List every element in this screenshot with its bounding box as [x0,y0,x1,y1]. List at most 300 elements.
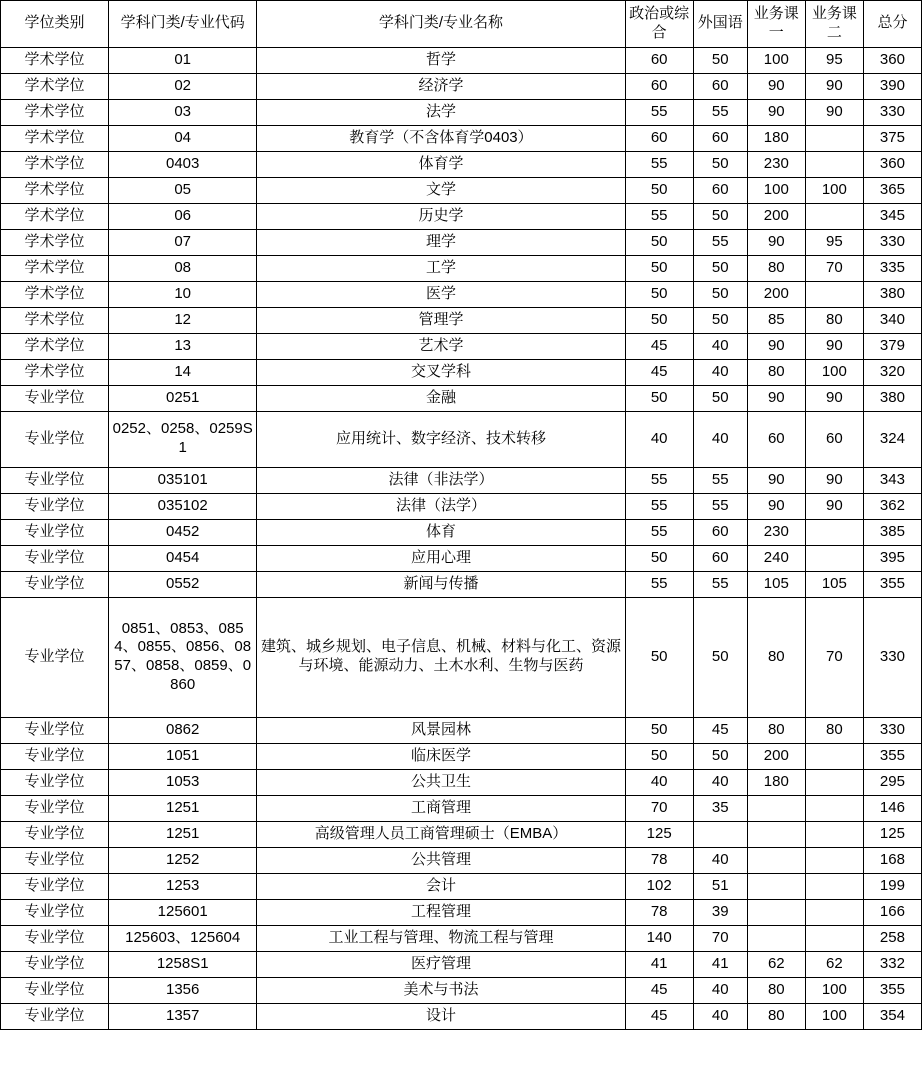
table-row [1,873,922,899]
cell-major-course-two: 80 [805,717,863,743]
table-row [1,385,922,411]
cell-discipline-code: 1252 [109,847,257,873]
cell-major-course-two [805,821,863,847]
cell-discipline-name: 设计 [257,1003,625,1029]
cell-major-course-one: 80 [747,255,805,281]
cell-total-score: 146 [863,795,921,821]
cell-politics: 140 [625,925,693,951]
cell-discipline-code: 1053 [109,769,257,795]
cell-major-course-one: 60 [747,411,805,467]
cell-degree-type: 学术学位 [1,177,109,203]
cell-foreign-language: 45 [693,717,747,743]
cell-total-score: 362 [863,493,921,519]
cell-major-course-one [747,821,805,847]
cell-discipline-code: 05 [109,177,257,203]
cell-major-course-one: 90 [747,467,805,493]
column-header-discipline-name: 学科门类/专业名称 [257,1,625,48]
cell-discipline-name: 艺术学 [257,333,625,359]
table-row [1,493,922,519]
cell-major-course-one: 90 [747,493,805,519]
cell-politics: 50 [625,545,693,571]
table-row [1,151,922,177]
cell-politics: 45 [625,977,693,1003]
cell-politics: 50 [625,255,693,281]
cell-discipline-code: 0252、0258、0259S1 [109,411,257,467]
cell-major-course-one: 180 [747,769,805,795]
cell-politics: 55 [625,519,693,545]
cell-discipline-name: 工商管理 [257,795,625,821]
table-body [1,47,922,1029]
cell-politics: 70 [625,795,693,821]
cell-politics: 55 [625,203,693,229]
cell-degree-type: 专业学位 [1,925,109,951]
table-row [1,769,922,795]
cell-foreign-language: 40 [693,411,747,467]
cell-degree-type: 专业学位 [1,597,109,717]
cell-politics: 50 [625,229,693,255]
cell-foreign-language: 50 [693,47,747,73]
cell-major-course-two [805,519,863,545]
cell-total-score: 345 [863,203,921,229]
cell-major-course-one [747,873,805,899]
table-row [1,951,922,977]
cell-degree-type: 专业学位 [1,769,109,795]
cell-politics: 45 [625,359,693,385]
cell-politics: 102 [625,873,693,899]
cell-degree-type: 专业学位 [1,873,109,899]
cell-total-score: 295 [863,769,921,795]
cell-major-course-two: 100 [805,977,863,1003]
cell-foreign-language: 60 [693,177,747,203]
cell-major-course-two [805,743,863,769]
cell-foreign-language: 60 [693,545,747,571]
cell-major-course-two [805,545,863,571]
cell-major-course-one: 80 [747,717,805,743]
cell-major-course-one: 90 [747,99,805,125]
cell-total-score: 324 [863,411,921,467]
cell-total-score: 335 [863,255,921,281]
cell-foreign-language: 40 [693,769,747,795]
column-header-major-course-two: 业务课二 [805,1,863,48]
table-header [1,1,922,48]
table-header-row [1,1,922,48]
cell-foreign-language: 40 [693,847,747,873]
cell-foreign-language: 50 [693,255,747,281]
cell-politics: 50 [625,177,693,203]
cell-degree-type: 学术学位 [1,333,109,359]
cell-discipline-code: 0454 [109,545,257,571]
cell-major-course-two: 90 [805,73,863,99]
cell-major-course-one: 180 [747,125,805,151]
cell-major-course-one: 105 [747,571,805,597]
table-row [1,307,922,333]
cell-major-course-two: 90 [805,493,863,519]
cell-discipline-name: 教育学（不含体育学0403） [257,125,625,151]
table-row [1,1003,922,1029]
cell-total-score: 360 [863,151,921,177]
cell-foreign-language: 39 [693,899,747,925]
table-row [1,125,922,151]
cell-major-course-one: 80 [747,597,805,717]
cell-discipline-code: 03 [109,99,257,125]
cell-foreign-language: 55 [693,493,747,519]
cell-discipline-name: 法学 [257,99,625,125]
cell-discipline-name: 工业工程与管理、物流工程与管理 [257,925,625,951]
cell-degree-type: 学术学位 [1,229,109,255]
cell-foreign-language: 40 [693,1003,747,1029]
cell-degree-type: 学术学位 [1,99,109,125]
cell-total-score: 168 [863,847,921,873]
cell-discipline-name: 管理学 [257,307,625,333]
column-header-discipline-code: 学科门类/专业代码 [109,1,257,48]
table-row [1,99,922,125]
table-row [1,795,922,821]
cell-degree-type: 学术学位 [1,255,109,281]
cell-major-course-one: 100 [747,47,805,73]
cell-total-score: 199 [863,873,921,899]
cell-foreign-language: 40 [693,333,747,359]
cell-major-course-two [805,899,863,925]
cell-total-score: 360 [863,47,921,73]
cell-total-score: 258 [863,925,921,951]
cell-discipline-code: 035101 [109,467,257,493]
cell-total-score: 390 [863,73,921,99]
cell-discipline-name: 美术与书法 [257,977,625,1003]
cell-major-course-two: 60 [805,411,863,467]
cell-discipline-name: 应用心理 [257,545,625,571]
cell-discipline-name: 法律（法学） [257,493,625,519]
cell-major-course-one: 200 [747,203,805,229]
cell-major-course-one: 90 [747,73,805,99]
table-row [1,743,922,769]
cell-major-course-one: 80 [747,1003,805,1029]
cell-major-course-one: 85 [747,307,805,333]
table-row [1,899,922,925]
cell-total-score: 395 [863,545,921,571]
cell-total-score: 343 [863,467,921,493]
cell-discipline-name: 医疗管理 [257,951,625,977]
cell-discipline-code: 1251 [109,795,257,821]
table-row [1,847,922,873]
cell-major-course-one: 90 [747,385,805,411]
cell-discipline-code: 125603、125604 [109,925,257,951]
cell-major-course-two: 90 [805,333,863,359]
cell-foreign-language: 50 [693,307,747,333]
cell-degree-type: 专业学位 [1,545,109,571]
table-row [1,333,922,359]
cell-major-course-two: 80 [805,307,863,333]
cell-degree-type: 学术学位 [1,151,109,177]
cell-major-course-two: 70 [805,255,863,281]
cell-politics: 50 [625,307,693,333]
cell-major-course-two: 62 [805,951,863,977]
cell-discipline-code: 0251 [109,385,257,411]
cell-major-course-one: 240 [747,545,805,571]
cell-total-score: 125 [863,821,921,847]
cell-total-score: 379 [863,333,921,359]
cell-politics: 40 [625,411,693,467]
table-row [1,519,922,545]
cell-politics: 125 [625,821,693,847]
cell-discipline-name: 工学 [257,255,625,281]
cell-major-course-one: 100 [747,177,805,203]
cell-major-course-one: 200 [747,281,805,307]
cell-discipline-name: 公共管理 [257,847,625,873]
cell-politics: 55 [625,151,693,177]
cell-discipline-code: 1357 [109,1003,257,1029]
cell-major-course-two [805,125,863,151]
cell-discipline-code: 1258S1 [109,951,257,977]
cell-foreign-language: 60 [693,73,747,99]
cell-degree-type: 专业学位 [1,493,109,519]
cell-politics: 50 [625,597,693,717]
cell-politics: 45 [625,1003,693,1029]
cell-discipline-name: 会计 [257,873,625,899]
cell-politics: 60 [625,125,693,151]
cell-foreign-language: 50 [693,203,747,229]
cell-degree-type: 学术学位 [1,203,109,229]
cell-total-score: 332 [863,951,921,977]
cell-degree-type: 学术学位 [1,359,109,385]
cell-degree-type: 专业学位 [1,411,109,467]
cell-major-course-one: 80 [747,977,805,1003]
cell-degree-type: 专业学位 [1,847,109,873]
cell-foreign-language: 55 [693,229,747,255]
cell-degree-type: 专业学位 [1,795,109,821]
cell-foreign-language: 50 [693,743,747,769]
cell-degree-type: 专业学位 [1,385,109,411]
table-row [1,821,922,847]
cell-politics: 55 [625,571,693,597]
cell-major-course-two: 100 [805,359,863,385]
table-row [1,925,922,951]
cell-discipline-code: 1356 [109,977,257,1003]
cell-foreign-language: 70 [693,925,747,951]
cell-discipline-code: 04 [109,125,257,151]
cell-major-course-one [747,847,805,873]
cell-discipline-name: 高级管理人员工商管理硕士（EMBA） [257,821,625,847]
cell-degree-type: 学术学位 [1,47,109,73]
cell-total-score: 330 [863,229,921,255]
cell-total-score: 365 [863,177,921,203]
cell-discipline-code: 035102 [109,493,257,519]
cell-degree-type: 专业学位 [1,571,109,597]
cell-foreign-language: 50 [693,597,747,717]
cell-total-score: 330 [863,717,921,743]
table-row [1,411,922,467]
cell-major-course-two [805,769,863,795]
cell-discipline-code: 125601 [109,899,257,925]
cell-total-score: 380 [863,385,921,411]
cell-politics: 60 [625,73,693,99]
cell-discipline-name: 法律（非法学） [257,467,625,493]
cell-total-score: 330 [863,99,921,125]
cell-discipline-name: 体育学 [257,151,625,177]
cell-major-course-one: 230 [747,519,805,545]
cell-discipline-name: 建筑、城乡规划、电子信息、机械、材料与化工、资源与环境、能源动力、土木水利、生物与医药 [257,597,625,717]
cell-total-score: 355 [863,977,921,1003]
cell-degree-type: 学术学位 [1,73,109,99]
cell-discipline-code: 12 [109,307,257,333]
table-row [1,977,922,1003]
cell-politics: 45 [625,333,693,359]
table-row [1,281,922,307]
cell-discipline-code: 0552 [109,571,257,597]
cell-major-course-two [805,925,863,951]
cell-discipline-code: 1051 [109,743,257,769]
cell-major-course-two [805,795,863,821]
cell-discipline-name: 理学 [257,229,625,255]
cell-politics: 60 [625,47,693,73]
cell-politics: 78 [625,899,693,925]
cell-total-score: 380 [863,281,921,307]
cell-discipline-code: 08 [109,255,257,281]
cell-major-course-one: 90 [747,229,805,255]
cell-foreign-language: 50 [693,385,747,411]
cell-discipline-name: 体育 [257,519,625,545]
cell-politics: 55 [625,493,693,519]
cell-foreign-language: 50 [693,281,747,307]
column-header-major-course-one: 业务课一 [747,1,805,48]
cell-foreign-language: 55 [693,571,747,597]
cell-total-score: 375 [863,125,921,151]
cell-politics: 55 [625,467,693,493]
cell-discipline-code: 0862 [109,717,257,743]
cell-discipline-code: 01 [109,47,257,73]
cell-degree-type: 专业学位 [1,717,109,743]
cell-discipline-code: 14 [109,359,257,385]
cell-discipline-code: 02 [109,73,257,99]
table-row [1,359,922,385]
cell-discipline-name: 金融 [257,385,625,411]
cell-discipline-code: 10 [109,281,257,307]
cell-foreign-language: 55 [693,467,747,493]
column-header-politics: 政治或综合 [625,1,693,48]
cell-politics: 78 [625,847,693,873]
cell-discipline-code: 07 [109,229,257,255]
cell-major-course-two: 95 [805,229,863,255]
cell-major-course-two: 100 [805,177,863,203]
cell-discipline-name: 历史学 [257,203,625,229]
cell-discipline-code: 0452 [109,519,257,545]
cell-major-course-two: 100 [805,1003,863,1029]
cell-major-course-one: 200 [747,743,805,769]
cell-major-course-two: 90 [805,99,863,125]
cell-major-course-two [805,281,863,307]
cell-discipline-name: 文学 [257,177,625,203]
table-row [1,717,922,743]
cell-degree-type: 专业学位 [1,951,109,977]
cell-foreign-language [693,821,747,847]
table-row [1,229,922,255]
cell-degree-type: 学术学位 [1,125,109,151]
cell-major-course-one: 90 [747,333,805,359]
cell-discipline-code: 1251 [109,821,257,847]
cell-major-course-two: 90 [805,467,863,493]
cell-politics: 40 [625,769,693,795]
cell-total-score: 340 [863,307,921,333]
cell-degree-type: 学术学位 [1,307,109,333]
cell-degree-type: 专业学位 [1,977,109,1003]
cell-major-course-two [805,873,863,899]
cell-total-score: 355 [863,743,921,769]
cell-politics: 55 [625,99,693,125]
cell-major-course-two: 105 [805,571,863,597]
cell-politics: 50 [625,281,693,307]
cell-major-course-two: 70 [805,597,863,717]
cell-politics: 50 [625,743,693,769]
cell-major-course-one: 80 [747,359,805,385]
cell-total-score: 355 [863,571,921,597]
cell-discipline-name: 交叉学科 [257,359,625,385]
cell-degree-type: 专业学位 [1,899,109,925]
cell-total-score: 354 [863,1003,921,1029]
cell-politics: 41 [625,951,693,977]
cell-degree-type: 专业学位 [1,743,109,769]
cell-major-course-two: 90 [805,385,863,411]
table-row [1,467,922,493]
cell-major-course-two [805,847,863,873]
cell-degree-type: 专业学位 [1,821,109,847]
cell-discipline-name: 公共卫生 [257,769,625,795]
cell-total-score: 330 [863,597,921,717]
cell-discipline-name: 工程管理 [257,899,625,925]
column-header-total-score: 总分 [863,1,921,48]
cell-discipline-code: 13 [109,333,257,359]
table-row [1,597,922,717]
cell-total-score: 385 [863,519,921,545]
cell-discipline-name: 应用统计、数字经济、技术转移 [257,411,625,467]
cell-foreign-language: 41 [693,951,747,977]
cell-discipline-name: 哲学 [257,47,625,73]
column-header-foreign-language: 外国语 [693,1,747,48]
cell-major-course-one [747,925,805,951]
cell-discipline-name: 经济学 [257,73,625,99]
cell-discipline-name: 风景园林 [257,717,625,743]
column-header-degree-type: 学位类别 [1,1,109,48]
cell-major-course-one [747,899,805,925]
table-row [1,177,922,203]
cell-degree-type: 学术学位 [1,281,109,307]
cell-foreign-language: 51 [693,873,747,899]
cell-discipline-code: 0851、0853、0854、0855、0856、0857、0858、0859、0860 [109,597,257,717]
cell-foreign-language: 55 [693,99,747,125]
cell-total-score: 320 [863,359,921,385]
cell-foreign-language: 50 [693,151,747,177]
cell-major-course-two [805,151,863,177]
cell-discipline-code: 06 [109,203,257,229]
cell-foreign-language: 35 [693,795,747,821]
cell-foreign-language: 60 [693,125,747,151]
cell-discipline-name: 临床医学 [257,743,625,769]
cell-major-course-one: 230 [747,151,805,177]
table-row [1,47,922,73]
cell-major-course-one: 62 [747,951,805,977]
cell-degree-type: 专业学位 [1,519,109,545]
table-row [1,571,922,597]
cell-discipline-code: 0403 [109,151,257,177]
cell-total-score: 166 [863,899,921,925]
table-row [1,203,922,229]
table-row [1,255,922,281]
table-row [1,73,922,99]
cell-discipline-code: 1253 [109,873,257,899]
cell-major-course-one [747,795,805,821]
cell-degree-type: 专业学位 [1,1003,109,1029]
cell-major-course-two [805,203,863,229]
table-row [1,545,922,571]
cell-foreign-language: 60 [693,519,747,545]
